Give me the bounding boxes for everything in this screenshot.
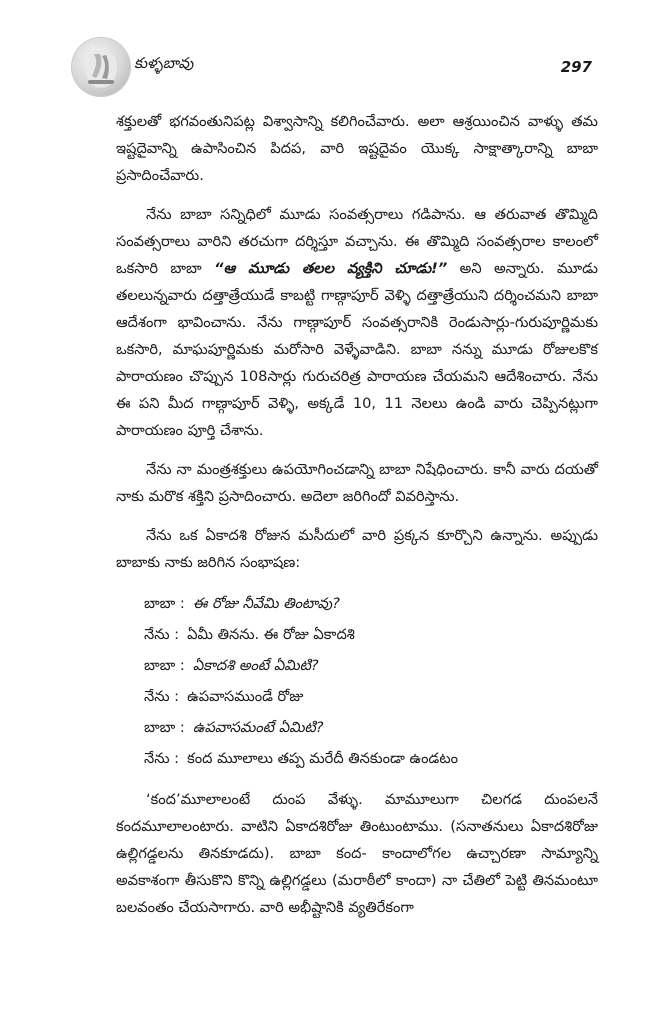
book-emblem-icon	[72, 38, 130, 96]
dialogue-text: ఏమీ తినను. ఈ రోజు ఏకాదశి	[187, 626, 355, 643]
dialogue-line	[144, 588, 598, 619]
dialogue-text: ఈ రోజు నీవేమి తింటావు?	[192, 595, 340, 612]
speaker-label: బాబా :	[144, 595, 185, 612]
dialogue-line	[144, 743, 598, 774]
dialogue-block	[144, 588, 598, 774]
dialogue-text: ఉపవాసముండే రోజు	[187, 688, 304, 705]
paragraph: నేను నా మంత్రశక్తులు ఉపయోగించడాన్ని బాబా నిషేధించారు. కానీ వారు దయతో నాకు మరొక శక్తిని ప్రసాదించారు. అదెలా జరిగిందో వివరిస్తాను.	[116, 461, 598, 505]
dialogue-line	[144, 681, 598, 712]
paragraph: నేను ఒక ఏకాదశి రోజున మసీదులో వారి ప్రక్కన కూర్చొని ఉన్నాను. అప్పుడు బాబాకు నాకు జరిగిన సంభాషణ:	[116, 527, 598, 571]
page-body	[116, 108, 598, 933]
paragraph: ‘కంద’మూలాలంటే దుంప వేళ్ళు. మామూలుగా చిలగడ దుంపలనే కందమూలాలంటారు. వాటిని ఏకాదశిరోజు తింటుంటాము. (సనాతనులు ఏకాదశిరోజు ఉల్లిగడ్డలను తినకూడదు). బాబా కంద- కాందాలోగల ఉచ్చారణా సామ్యాన్ని అవకాశంగా తీసుకొని కొన్ని ఉల్లిగడ్డలు (మరాఠీలో కాందా) నా చేతిలో పెట్టి తినమంటూ బలవంతం చేయసాగారు. వారి అభీష్టానికి వ్యతిరేకంగా	[116, 791, 598, 916]
dialogue-text: కంద మూలాలు తప్ప మరేదీ తినకుండా ఉండటం	[187, 750, 459, 767]
speaker-label: బాబా :	[144, 657, 185, 674]
speaker-label: నేను :	[144, 626, 180, 643]
paragraph	[116, 201, 598, 444]
speaker-label: నేను :	[144, 688, 180, 705]
dialogue-line	[144, 712, 598, 743]
paragraph: శక్తులతో భగవంతునిపట్ల విశ్వాసాన్ని కలిగించేవారు. అలా ఆశ్రయించిన వాళ్ళు తమ ఇష్టదైవాన్ని ఉపాసించిన పిదప, వారి ఇష్టదైవం యొక్క సాక్షాత్కారాన్ని బాబా ప్రసాదించేవారు.	[116, 113, 598, 184]
paragraph-text: అని అన్నారు. మూడు తలలున్నవారు దత్తాత్రేయుడే కాబట్టి గాణ్గాపూర్ వెళ్ళి దత్తాత్రేయుని దర్శించమని బాబా ఆదేశంగా భావించాను. నేను గాణ్గాపూర్ సంవత్సరానికి రెండుసార్లు-గురుపూర్ణిమకు ఒకసారి, మాఘపూర్ణిమకు మరోసారి వెళ్ళేవాడిని. బాబా నన్ను మూడు రోజులకొక పారాయణం చొప్పున 108సార్లు గురుచరిత్ర పారాయణ చేయమని ఆదేశించారు. నేను ఈ పని మీద గాణ్గాపూర్ వెళ్ళి, అక్కడే 10, 11 నెలలు ఉండి వారు చెప్పినట్లుగా పారాయణం పూర్తి చేశాను.	[116, 260, 598, 439]
running-header-title: కుళ్ళబావు	[134, 54, 194, 72]
dialogue-line	[144, 650, 598, 681]
dialogue-line	[144, 619, 598, 650]
speaker-label: బాబా :	[144, 719, 185, 736]
quoted-phrase: “ఆ మూడు తలల వ్యక్తిని చూడు!”	[214, 260, 448, 277]
paragraph-text: నేను బాబా సన్నిధిలో మూడు సంవత్సరాలు గడిపాను. ఆ తరువాత తొమ్మిది సంవత్సరాలు వారిని తరచుగా దర్శిస్తూ వచ్చాను. ఈ తొమ్మిది సంవత్సరాల కాలంలో ఒకసారి బాబా	[116, 206, 598, 277]
page-header	[72, 34, 592, 104]
dialogue-text: ఉపవాసమంటే ఏమిటి?	[192, 719, 324, 736]
dialogue-text: ఏకాదశి అంటే ఏమిటి?	[192, 657, 319, 674]
page-number: 297	[560, 58, 592, 76]
speaker-label: నేను :	[144, 750, 180, 767]
